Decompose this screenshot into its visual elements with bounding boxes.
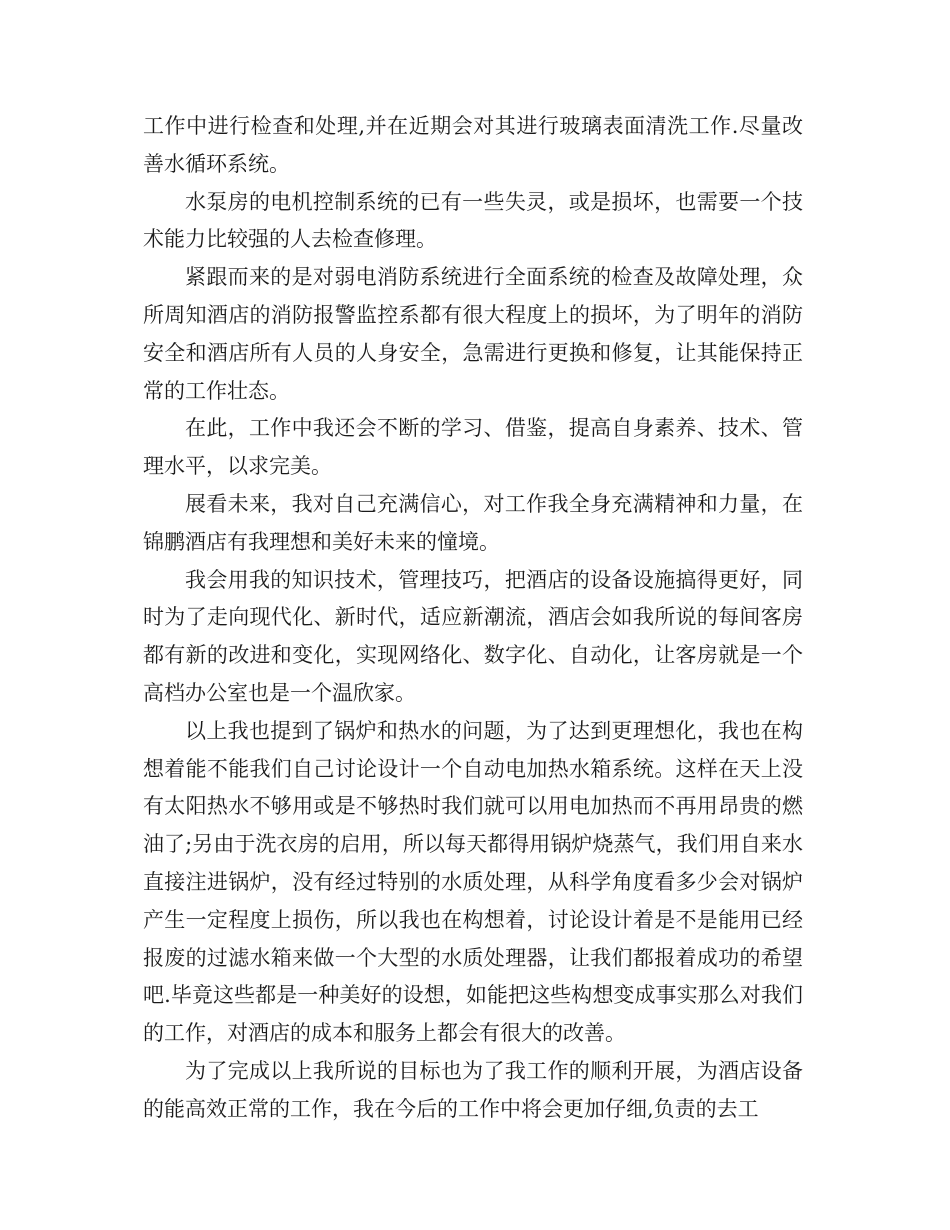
document-page [143, 108, 803, 1129]
paragraph-3: 紧跟而来的是对弱电消防系统进行全面系统的检查及故障处理，众所周知酒店的消防报警监控系都有很大程度上的损坏，为了明年的消防安全和酒店所有人员的人身安全，急需进行更换和修复，让其能保持正常的工作壮态。 [143, 265, 803, 403]
paragraph-6: 我会用我的知识技术，管理技巧，把酒店的设备设施搞得更好，同时为了走向现代化、新时代，适应新潮流，酒店会如我所说的每间客房都有新的改进和变化，实现网络化、数字化、自动化，让客房就是一个高档办公室也是一个温欣家。 [143, 567, 803, 705]
paragraph-1: 工作中进行检查和处理,并在近期会对其进行玻璃表面清洗工作.尽量改善水循环系统。 [143, 114, 803, 176]
paragraph-8: 为了完成以上我所说的目标也为了我工作的顺利开展，为酒店设备的能高效正常的工作，我在今后的工作中将会更加仔细,负责的去工 [143, 1058, 803, 1121]
paragraph-7: 以上我也提到了锅炉和热水的问题，为了达到更理想化，我也在构想着能不能我们自己讨论设计一个自动电加热水箱系统。这样在天上没有太阳热水不够用或是不够热时我们就可以用电加热而不再用昂贵的燃油了;另由于洗衣房的启用，所以每天都得用锅炉烧蒸气，我们用自来水直接注进锅炉，没有经过特别的水质处理，从科学角度看多少会对锅炉产生一定程度上损伤，所以我也在构想着，讨论设计着是不是能用已经报废的过滤水箱来做一个大型的水质处理器，让我们都报着成功的希望吧.毕竟这些都是一种美好的设想，如能把这些构想变成事实那么对我们的工作，对酒店的成本和服务上都会有很大的改善。 [143, 718, 803, 1046]
paragraph-5: 展看未来，我对自己充满信心，对工作我全身充满精神和力量，在锦鹏酒店有我理想和美好未来的憧境。 [143, 491, 803, 554]
paragraph-2: 水泵房的电机控制系统的已有一些失灵，或是损坏，也需要一个技术能力比较强的人去检查修理。 [143, 189, 803, 252]
paragraph-4: 在此，工作中我还会不断的学习、借鉴，提高自身素养、技术、管理水平，以求完美。 [143, 416, 803, 479]
